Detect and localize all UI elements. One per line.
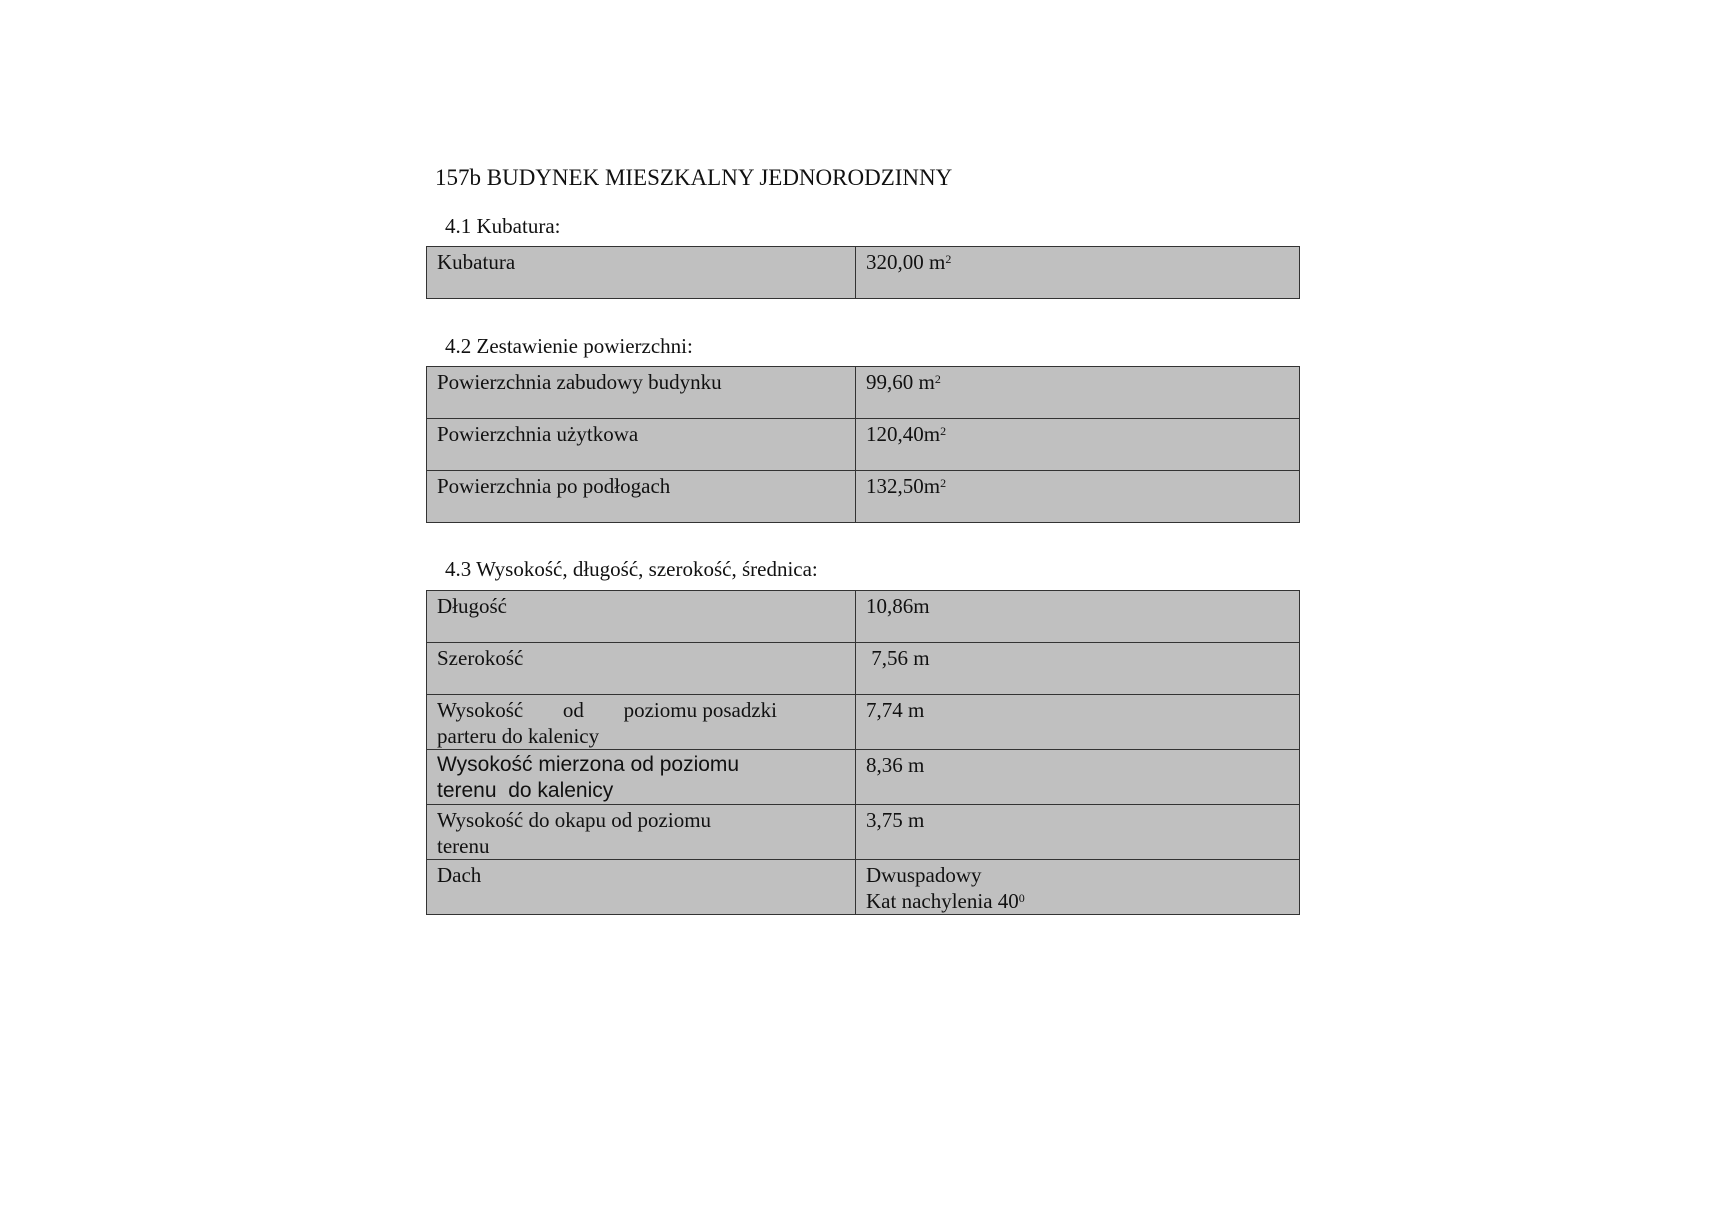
row-label: Kubatura [427, 247, 856, 299]
row-label: Szerokość [427, 643, 856, 695]
section-heading-powierzchnie: 4.2 Zestawienie powierzchni: [445, 334, 693, 358]
row-label: Dach [427, 860, 856, 915]
label-line: Wysokość do okapu od poziomu [437, 808, 712, 832]
wymiary-table [426, 590, 1300, 915]
row-label [427, 695, 856, 750]
table-row [427, 643, 1300, 695]
row-value: 8,36 m [856, 750, 1300, 805]
value-text: 132,50m [866, 474, 941, 498]
powierzchnie-table [426, 366, 1300, 523]
row-label: Długość [427, 591, 856, 643]
value-text: 99,60 m [866, 370, 935, 394]
table-row [427, 750, 1300, 805]
row-value [856, 860, 1300, 915]
row-value: 7,74 m [856, 695, 1300, 750]
value-text: 320,00 m [866, 250, 946, 274]
label-line: terenu do kalenicy [437, 779, 614, 802]
row-value [856, 367, 1300, 419]
label-word: Wysokość [437, 698, 524, 722]
row-value: 7,56 m [856, 643, 1300, 695]
value-text: Kat nachylenia 40 [866, 889, 1019, 913]
row-value: 3,75 m [856, 805, 1300, 860]
row-value [856, 247, 1300, 299]
row-label: Powierzchnia po podłogach [427, 471, 856, 523]
table-row [427, 860, 1300, 915]
section-heading-wymiary: 4.3 Wysokość, długość, szerokość, średnica: [445, 557, 818, 581]
row-label [427, 750, 856, 805]
superscript: 0 [1018, 891, 1025, 905]
table-row [427, 695, 1300, 750]
row-value: 10,86m [856, 591, 1300, 643]
table-row [427, 419, 1300, 471]
value-text: 120,40m [866, 422, 941, 446]
section-heading-kubatura: 4.1 Kubatura: [445, 214, 561, 238]
document-title: 157b BUDYNEK MIESZKALNY JEDNORODZINNY [435, 165, 953, 190]
table-row [427, 591, 1300, 643]
label-line: parteru do kalenicy [437, 724, 600, 748]
superscript: 2 [940, 424, 947, 438]
row-label: Powierzchnia użytkowa [427, 419, 856, 471]
table-row [427, 471, 1300, 523]
value-line: Dwuspadowy [866, 863, 982, 887]
label-line: Wysokość mierzona od poziomu [437, 753, 740, 776]
superscript: 2 [940, 476, 947, 490]
row-label [427, 805, 856, 860]
row-label: Powierzchnia zabudowy budynku [427, 367, 856, 419]
value-line [866, 888, 1289, 914]
table-row [427, 367, 1300, 419]
superscript: 2 [934, 372, 941, 386]
row-value [856, 471, 1300, 523]
table-row [427, 247, 1300, 299]
row-value [856, 419, 1300, 471]
label-line: terenu [437, 834, 490, 858]
label-word: poziomu posadzki [623, 698, 777, 722]
label-line [437, 697, 777, 723]
table-row [427, 805, 1300, 860]
superscript: 2 [945, 252, 952, 266]
kubatura-table [426, 246, 1300, 299]
label-word: od [562, 698, 584, 722]
